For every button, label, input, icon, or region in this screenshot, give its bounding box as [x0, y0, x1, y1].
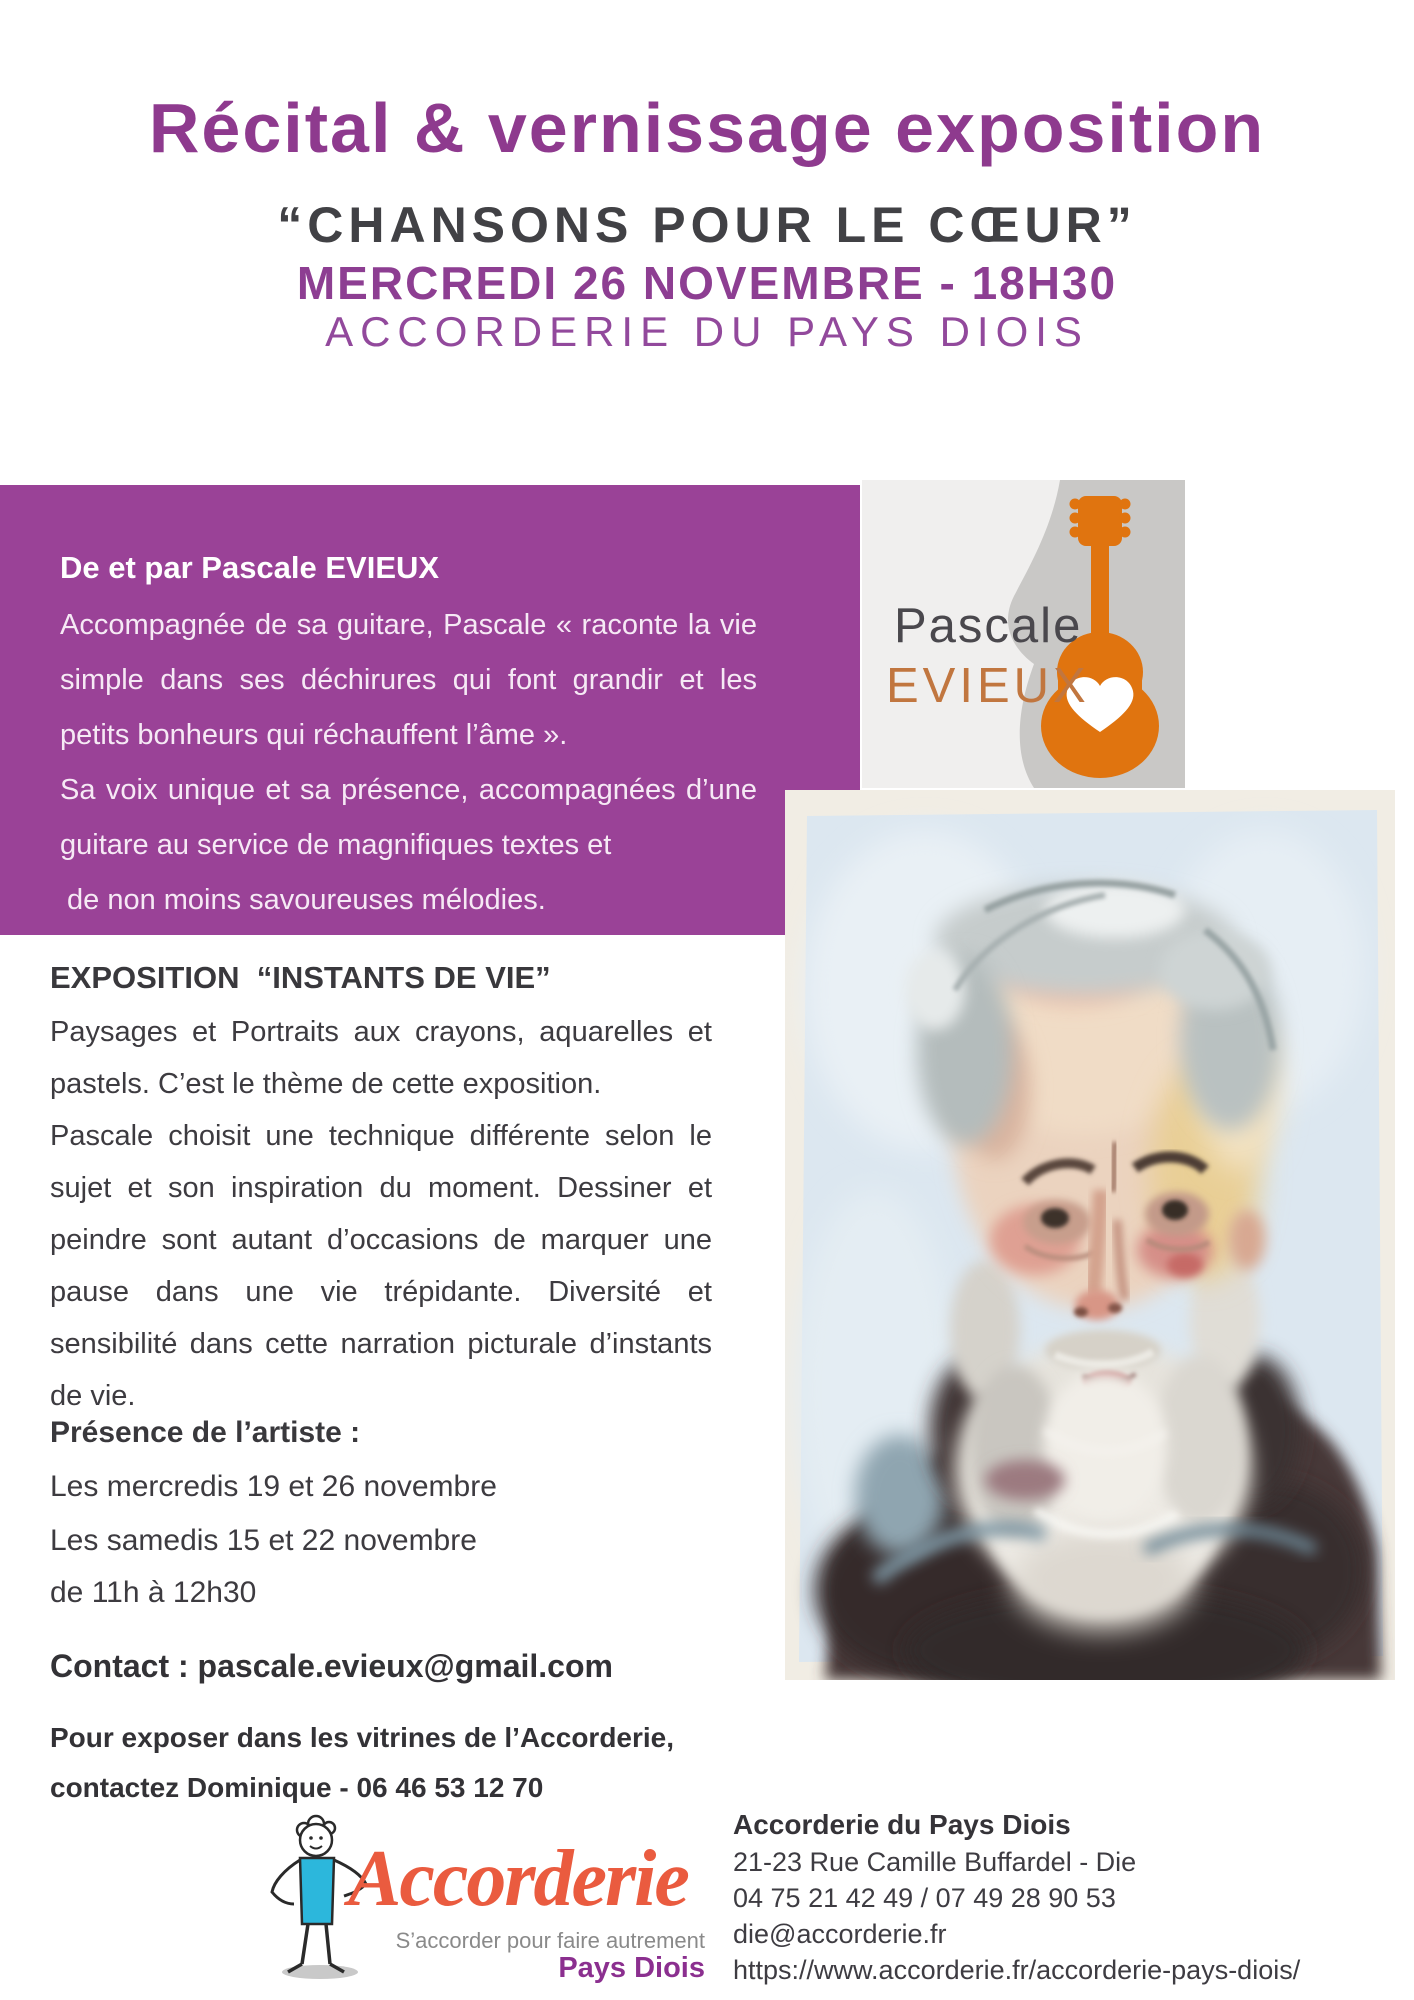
footer-address: 21-23 Rue Camille Buffardel - Die [733, 1847, 1137, 1877]
artist-text-line: Sa voix unique et sa présence, accompagnées d’une [60, 774, 757, 806]
exposition-line: sensibilité dans cette narration picturale d’instants [50, 1328, 712, 1360]
footer-email: die@accorderie.fr [733, 1919, 947, 1949]
logo-last-name: EVIEUX [886, 659, 1090, 713]
event-name: “CHANSONS POUR LE CŒUR” [277, 197, 1137, 253]
exposition-line: sujet et son inspiration du moment. Dessiner et [50, 1172, 712, 1204]
exposition-line: Pascale choisit une technique différente selon le [50, 1120, 712, 1152]
schedule-line: Les samedis 15 et 22 novembre [50, 1524, 477, 1557]
event-venue: ACCORDERIE DU PAYS DIOIS [325, 308, 1089, 355]
artist-panel-heading: De et par Pascale EVIEUX [60, 550, 440, 585]
artist-text-line: guitare au service de magnifiques textes et [60, 829, 612, 861]
expose-note-line: contactez Dominique - 06 46 53 12 70 [50, 1772, 544, 1803]
artist-text-line: petits bonheurs qui réchauffent l’âme ». [60, 719, 568, 751]
portrait-painting [785, 790, 1395, 1680]
artist-text-line: Accompagnée de sa guitare, Pascale « raconte la vie [60, 609, 757, 641]
logo-first-name: Pascale [894, 599, 1083, 653]
footer-website: https://www.accorderie.fr/accorderie-pays-diois/ [733, 1955, 1301, 1985]
expose-note-line: Pour exposer dans les vitrines de l’Accorderie, [50, 1722, 675, 1753]
page-title: Récital & vernissage exposition [148, 89, 1266, 167]
artist-contact-line: Contact : pascale.evieux@gmail.com [50, 1648, 613, 1684]
accorderie-logo-wordmark: Accorderie [348, 1835, 688, 1923]
artist-text-line: simple dans ses déchirures qui font grandir et les [60, 664, 757, 696]
accorderie-tagline: S’accorder pour faire autrement [395, 1928, 705, 1953]
schedule-line: de 11h à 12h30 [50, 1576, 257, 1609]
artist-panel-text [60, 598, 757, 928]
exposition-line: pastels. C’est le thème de cette exposition. [50, 1068, 602, 1100]
exposition-line: peindre sont autant d’occasions de marquer une [50, 1224, 712, 1256]
exposition-text [50, 1006, 712, 1422]
schedule-line: Les mercredis 19 et 26 novembre [50, 1470, 497, 1503]
artist-logo-graphic [862, 480, 1185, 788]
artist-text-line: de non moins savoureuses mélodies. [67, 884, 546, 916]
artist-presence-heading: Présence de l’artiste : [50, 1416, 361, 1449]
artist-logo-card [862, 480, 1185, 788]
footer-phones: 04 75 21 42 49 / 07 49 28 90 53 [733, 1883, 1116, 1913]
footer-contact-block [733, 1806, 1353, 1988]
accorderie-region: Pays Diois [558, 1952, 705, 1984]
exposition-line: de vie. [50, 1380, 136, 1412]
exposition-line: pause dans une vie trépidante. Diversité et [50, 1276, 712, 1308]
exposition-heading: EXPOSITION “INSTANTS DE VIE” [50, 960, 551, 995]
exposition-line: Paysages et Portraits aux crayons, aquarelles et [50, 1016, 712, 1048]
event-date: MERCREDI 26 NOVEMBRE - 18H30 [296, 257, 1118, 309]
footer-org-name: Accorderie du Pays Diois [733, 1809, 1071, 1840]
